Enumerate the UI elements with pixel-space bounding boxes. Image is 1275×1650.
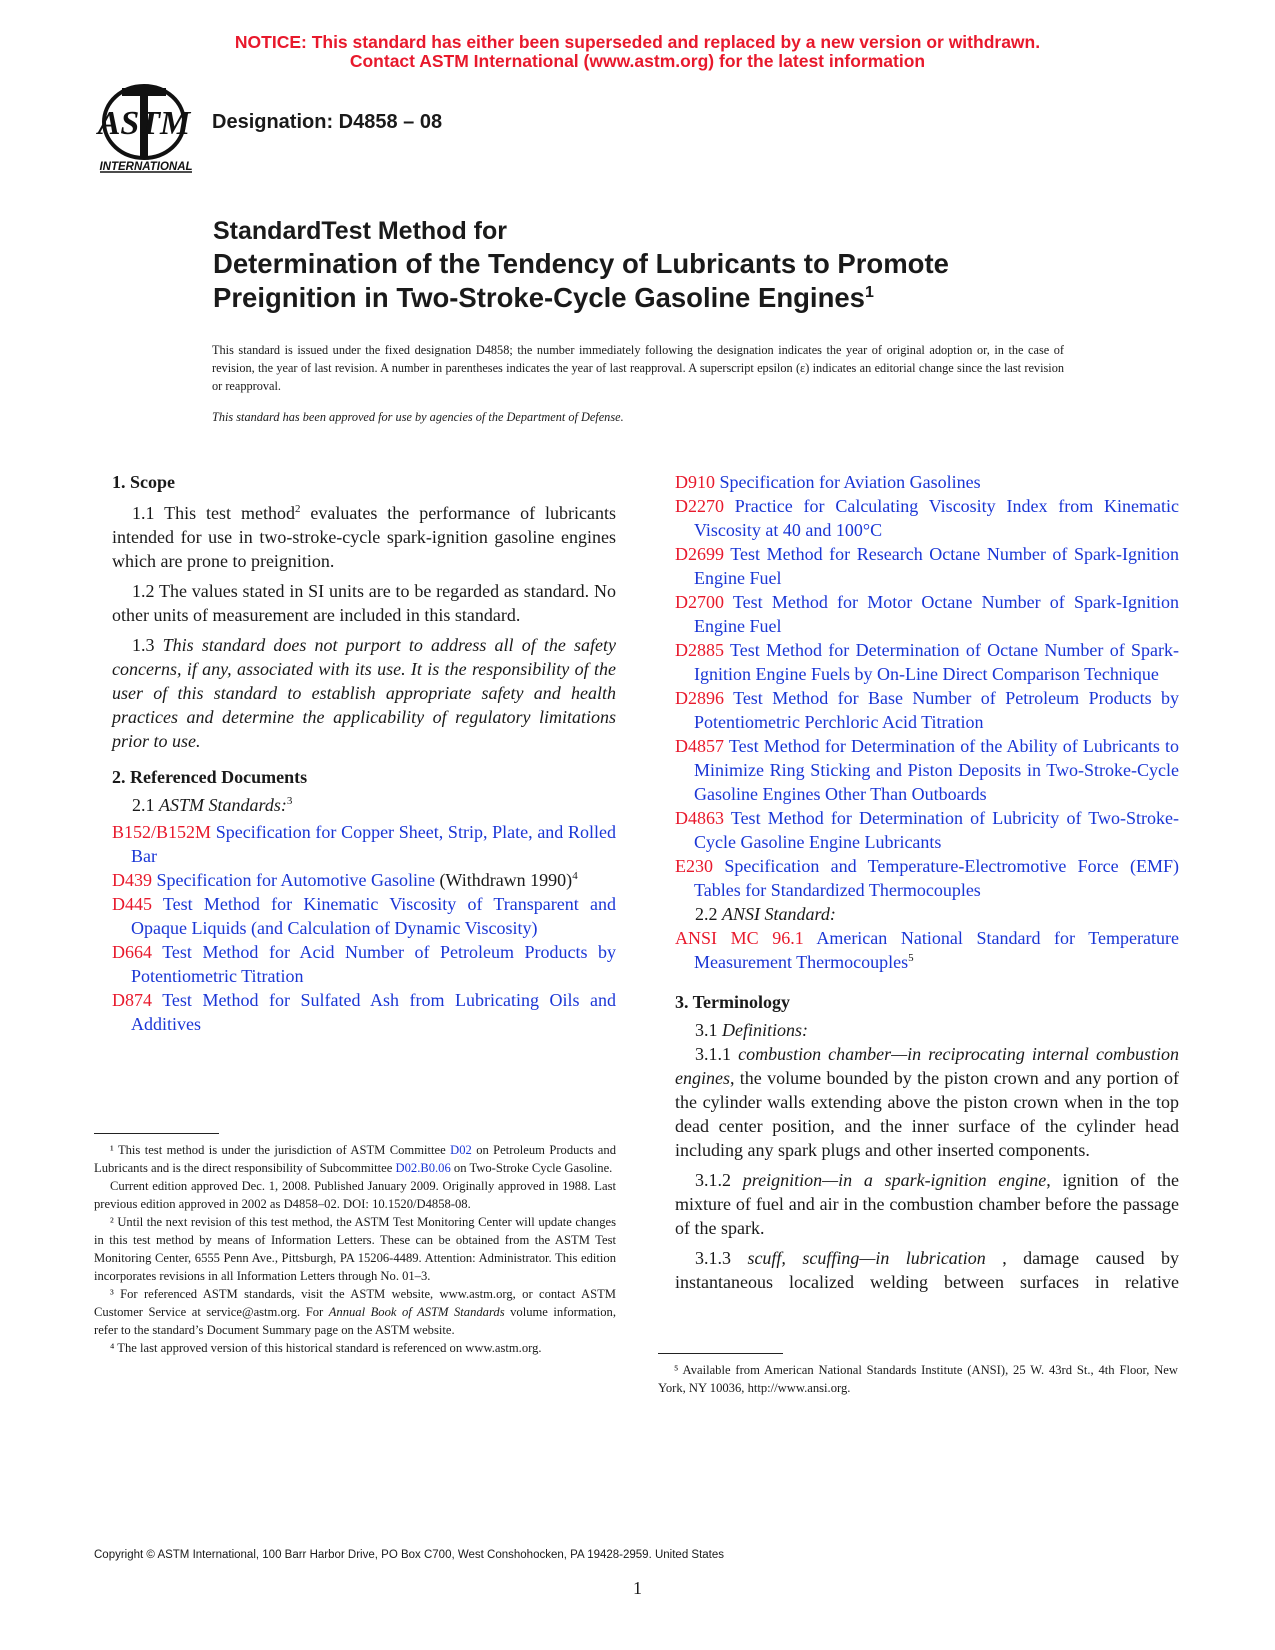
refdocs-2-1-num: 2.1 xyxy=(132,795,159,815)
scope-1-3-text: This standard does not purport to address all of the safety concerns, if any, associated with its use. It is the responsibility of the user of this standard to establish appropriate safety and health practices and determine the applicability of regulatory limitations prior to use. xyxy=(112,635,617,751)
definition-text: , the volume bounded by the piston crown and any portion of the cylinder walls extending above the piston crown when in the top dead center position, and the inner surface of the cylinder head including any spark plugs and other inserted components. xyxy=(675,1068,1179,1160)
ref-title-link[interactable]: Specification for Automotive Gasoline xyxy=(152,870,435,890)
ref-item[interactable] xyxy=(112,940,616,988)
logo-international-text: INTERNATIONAL xyxy=(99,161,193,173)
ref-item[interactable] xyxy=(112,868,616,892)
ref-code[interactable]: D2699 xyxy=(675,544,724,564)
ref-item[interactable] xyxy=(675,638,1179,686)
ref-title-link[interactable]: American National Standard for Temperature Measurement Thermocouples xyxy=(694,928,1179,972)
ref-title-link[interactable]: Test Method for Kinematic Viscosity of Transparent and Opaque Liquids (and Calculation of Dynamic Viscosity) xyxy=(131,894,616,938)
terminology-3-1 xyxy=(675,1018,1179,1042)
definition-3-1-1 xyxy=(675,1042,1179,1162)
ref-title-link[interactable]: Specification for Aviation Gasolines xyxy=(715,472,981,492)
notice-line-1: NOTICE: This standard has either been superseded and replaced by a new version or withdrawn. xyxy=(234,32,1041,52)
document-title xyxy=(213,215,949,315)
right-column xyxy=(675,470,1179,1294)
footnotes-right xyxy=(658,1361,1178,1397)
ref-code[interactable]: E230 xyxy=(675,856,713,876)
scope-1-1-text: 1.1 This test method xyxy=(132,503,295,523)
definition-3-1-2 xyxy=(675,1168,1179,1240)
footnote-divider xyxy=(658,1353,783,1354)
notice-line-2: Contact ASTM International (www.astm.org) for the latest information xyxy=(349,51,926,71)
refdocs-2-2 xyxy=(675,902,1179,926)
title-footnote-mark: 1 xyxy=(864,283,874,301)
ref-title-link[interactable]: Specification and Temperature-Electromotive Force (EMF) Tables for Standardized Thermocouples xyxy=(694,856,1179,900)
footnote-3 xyxy=(94,1285,616,1339)
ref-item[interactable] xyxy=(675,686,1179,734)
ref-code[interactable]: D2885 xyxy=(675,640,724,660)
ref-item[interactable] xyxy=(112,988,616,1036)
ref-code[interactable]: D874 xyxy=(112,990,152,1010)
footnote-ref-5[interactable]: 5 xyxy=(908,952,914,964)
footnote-1-text-end: on Two-Stroke Cycle Gasoline. xyxy=(450,1161,613,1175)
definition-term: combustion chamber—in reciprocating internal combustion engines xyxy=(675,1044,1179,1088)
scope-heading: 1. Scope xyxy=(112,472,175,492)
refdocs-2-1 xyxy=(112,793,616,817)
footnote-1-text: ¹ This test method is under the jurisdiction of ASTM Committee xyxy=(110,1143,451,1157)
ref-code[interactable]: D910 xyxy=(675,472,715,492)
notice-banner xyxy=(0,33,1275,71)
definition-text: , damage caused by instantaneous localized welding between surfaces in relative xyxy=(675,1248,1179,1292)
definition-num: 3.1.3 xyxy=(695,1248,748,1268)
refdocs-2-2-num: 2.2 xyxy=(695,904,722,924)
ref-item[interactable] xyxy=(112,892,616,940)
definition-num: 3.1.2 xyxy=(695,1170,743,1190)
footnote-1-edition: Current edition approved Dec. 1, 2008. Published January 2009. Originally approved in 1988. Last previous edition approved in 2002 as D4858–02. DOI: 10.1520/D4858-08. xyxy=(94,1179,616,1211)
ref-item[interactable] xyxy=(675,854,1179,902)
logo-brand-text: ASTM xyxy=(97,105,191,142)
ref-title-link[interactable]: Practice for Calculating Viscosity Index from Kinematic Viscosity at 40 and 100°C xyxy=(694,496,1179,540)
footnote-1-text-cont: on Petroleum Products and Lubricants and is the direct responsibility of Subcommittee xyxy=(94,1143,616,1175)
footnote-ref-2[interactable]: 2 xyxy=(294,503,301,515)
ref-code[interactable]: D2700 xyxy=(675,592,724,612)
ref-title-link[interactable]: Test Method for Motor Octane Number of Spark-Ignition Engine Fuel xyxy=(694,592,1179,636)
ref-item[interactable] xyxy=(675,590,1179,638)
ref-code[interactable]: D439 xyxy=(112,870,152,890)
ref-item[interactable] xyxy=(675,470,1179,494)
ref-code[interactable]: D4863 xyxy=(675,808,724,828)
left-column xyxy=(112,470,616,1036)
ref-title-link[interactable]: Test Method for Determination of Octane Number of Spark-Ignition Engine Fuels by On-Line Direct Comparison Technique xyxy=(694,640,1179,684)
ref-item[interactable] xyxy=(675,806,1179,854)
copyright-line: Copyright © ASTM International, 100 Barr Harbor Drive, PO Box C700, West Conshohocken, PA 19428-2959. United States xyxy=(94,1549,725,1561)
designation: Designation: D4858 – 08 xyxy=(212,111,443,133)
footnotes-left xyxy=(94,1141,616,1357)
ref-title-link[interactable]: Test Method for Research Octane Number of Spark-Ignition Engine Fuel xyxy=(694,544,1179,588)
ref-title-link[interactable]: Test Method for Sulfated Ash from Lubricating Oils and Additives xyxy=(131,990,616,1034)
terminology-heading: 3. Terminology xyxy=(675,992,791,1012)
footnote-1 xyxy=(94,1141,616,1177)
ref-code[interactable]: B152/B152M xyxy=(112,822,212,842)
scope-1-1-text-cont: evaluates the performance of lubricants intended for use in two-stroke-cycle spark-ignition gasoline engines which are prone to preignition. xyxy=(112,503,616,571)
ref-title-link[interactable]: Specification for Copper Sheet, Strip, Plate, and Rolled Bar xyxy=(131,822,616,866)
refdocs-heading: 2. Referenced Documents xyxy=(112,767,308,787)
definition-term: preignition—in a spark-ignition engine xyxy=(742,1170,1047,1190)
footnote-3-text-cont: volume information, refer to the standard’s Document Summary page on the ASTM website. xyxy=(94,1305,616,1337)
scope-1-2: 1.2 The values stated in SI units are to be regarded as standard. No other units of measurement are included in this standard. xyxy=(112,581,616,625)
refdocs-2-1-label: ASTM Standards: xyxy=(159,795,287,815)
refdocs-2-2-label: ANSI Standard: xyxy=(722,904,836,924)
definition-3-1-3 xyxy=(675,1246,1179,1294)
ref-code[interactable]: ANSI MC 96.1 xyxy=(675,928,804,948)
subcommittee-link[interactable]: D02.B0.06 xyxy=(395,1161,451,1175)
scope-1-3 xyxy=(112,633,616,753)
ref-title-link[interactable]: Test Method for Acid Number of Petroleum Products by Potentiometric Titration xyxy=(131,942,616,986)
issued-note: This standard is issued under the fixed designation D4858; the number immediately following the designation indicates the year of original adoption or, in the case of revision, the year of last revision. A number in parentheses indicates the year of last reapproval. A superscript epsilon (ε) indicates an editorial change since the last revision or reapproval. xyxy=(212,343,1064,393)
definition-term: scuff, scuffing—in lubrication xyxy=(747,1248,986,1268)
footnote-3-text: ³ For referenced ASTM standards, visit the ASTM website, www.astm.org, or contact ASTM Customer Service at service@astm.org. For xyxy=(94,1287,616,1319)
title-line-1: StandardTest Method for xyxy=(213,217,507,245)
committee-link[interactable]: D02 xyxy=(450,1143,472,1157)
ref-item-ansi[interactable] xyxy=(675,926,1179,974)
ref-item[interactable] xyxy=(675,494,1179,542)
title-line-3: Preignition in Two-Stroke-Cycle Gasoline Engines xyxy=(213,282,865,313)
title-line-2: Determination of the Tendency of Lubricants to Promote xyxy=(213,248,949,279)
ref-title-link[interactable]: Test Method for Determination of the Ability of Lubricants to Minimize Ring Sticking and Piston Deposits in Two-Stroke-Cycle Gasoline Engines Other Than Outboards xyxy=(694,736,1179,804)
ref-code[interactable]: D2270 xyxy=(675,496,724,516)
ref-withdrawn-note: (Withdrawn 1990) xyxy=(434,870,573,890)
scope-1-1 xyxy=(112,501,616,573)
footnote-3-book-title: Annual Book of ASTM Standards xyxy=(328,1305,505,1319)
ref-title-link[interactable]: Test Method for Determination of Lubricity of Two-Stroke-Cycle Gasoline Engine Lubricants xyxy=(694,808,1179,852)
footnote-4: ⁴ The last approved version of this historical standard is referenced on www.astm.org. xyxy=(110,1341,542,1355)
footnote-5: ⁵ Available from American National Standards Institute (ANSI), 25 W. 43rd St., 4th Floor, New York, NY 10036, http://www.ansi.org. xyxy=(658,1363,1178,1395)
ref-code[interactable]: D664 xyxy=(112,942,152,962)
terminology-3-1-num: 3.1 xyxy=(695,1020,722,1040)
ref-code[interactable]: D445 xyxy=(112,894,152,914)
terminology-3-1-label: Definitions: xyxy=(722,1020,808,1040)
ref-title-link[interactable]: Test Method for Base Number of Petroleum Products by Potentiometric Perchloric Acid Titration xyxy=(694,688,1179,732)
definition-text: , ignition of the mixture of fuel and air in the combustion chamber before the passage of the spark. xyxy=(675,1170,1180,1238)
definition-num: 3.1.1 xyxy=(695,1044,739,1064)
footnote-divider xyxy=(94,1133,219,1134)
scope-1-3-num: 1.3 xyxy=(132,635,163,655)
astm-logo xyxy=(92,82,200,174)
footnote-2: ² Until the next revision of this test method, the ASTM Test Monitoring Center will update changes in this test method by means of Information Letters. These can be obtained from the ASTM Test Monitoring Center, 6555 Penn Ave., Pittsburgh, PA 15206-4489. Attention: Administrator. This edition incorporates revisions in all Information Letters through No. 01–3. xyxy=(94,1215,616,1283)
astm-logo-mark xyxy=(92,82,200,174)
footnote-ref-3[interactable]: 3 xyxy=(286,795,293,807)
ref-code[interactable]: D4857 xyxy=(675,736,724,756)
ref-item[interactable] xyxy=(675,542,1179,590)
footnote-ref-4[interactable]: 4 xyxy=(572,870,578,882)
ref-code[interactable]: D2896 xyxy=(675,688,724,708)
ref-item[interactable] xyxy=(112,820,616,868)
ref-item[interactable] xyxy=(675,734,1179,806)
page-number: 1 xyxy=(633,1578,642,1598)
dod-approval-note: This standard has been approved for use by agencies of the Department of Defense. xyxy=(212,410,624,424)
